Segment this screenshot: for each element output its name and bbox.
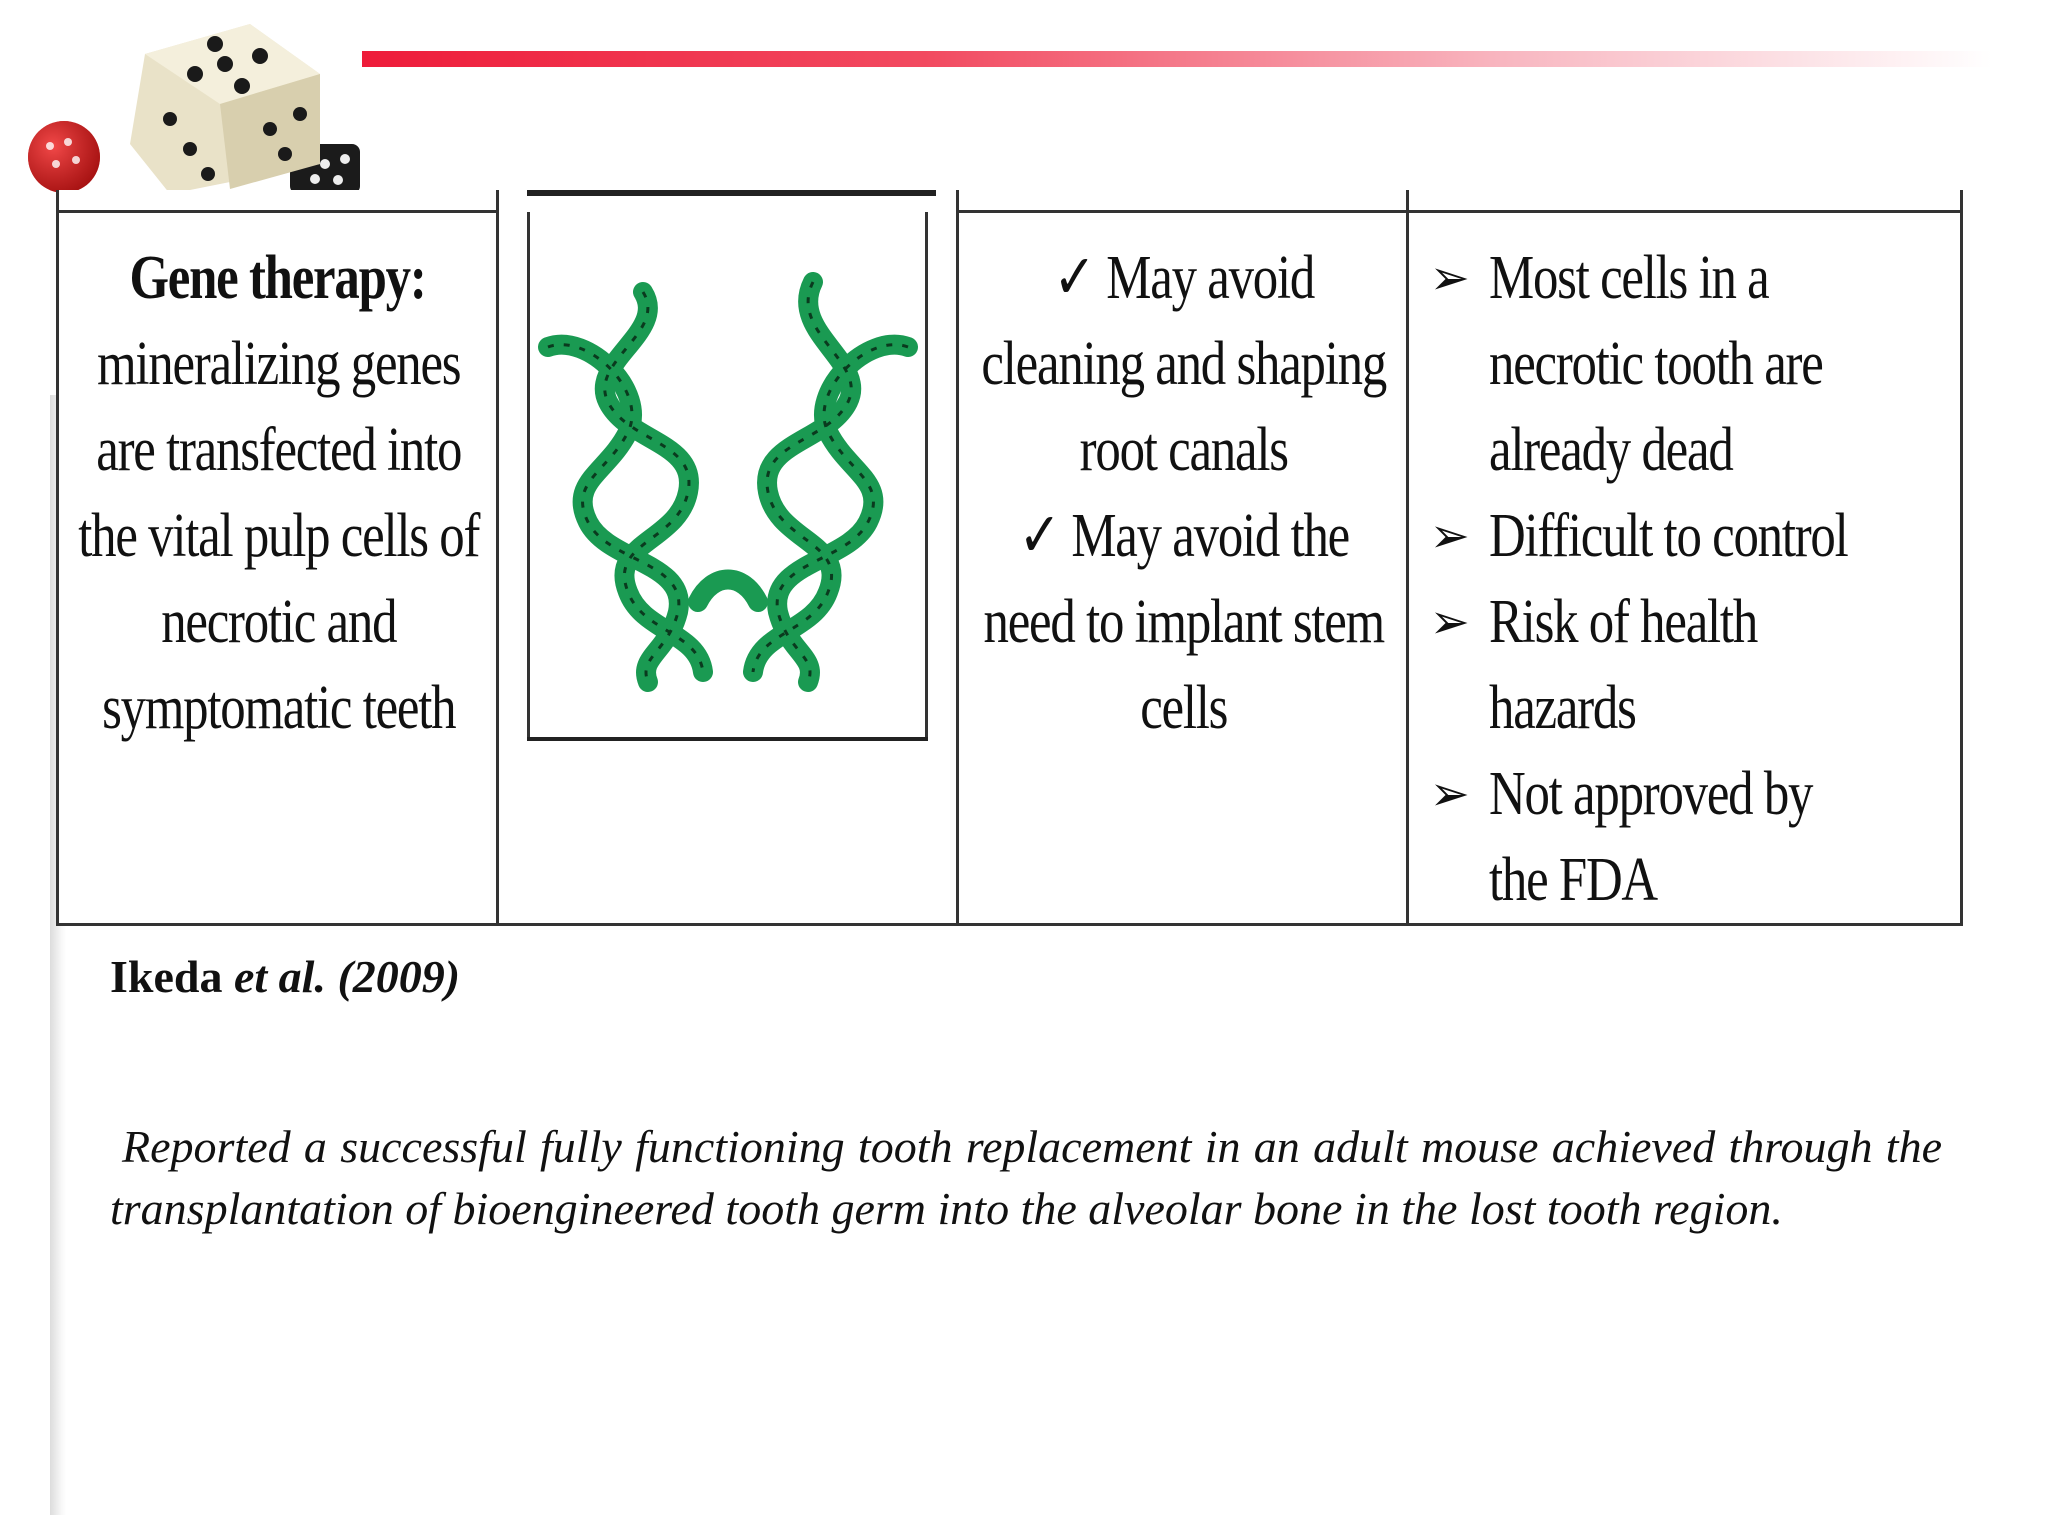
disadvantages-cell (1408, 212, 1962, 925)
advantage-item: ✓ May avoid the need to implant stem cells (983, 502, 1384, 742)
header-accent-bar (362, 51, 1992, 67)
therapy-title: Gene therapy: (129, 244, 426, 312)
disadvantage-item: ➢ Not approved by the FDA (1409, 751, 1960, 923)
arrow-bullet-icon: ➢ (1429, 766, 1469, 822)
checkmark-icon: ✓ (1053, 244, 1095, 312)
table-row (58, 212, 1962, 925)
arrow-bullet-icon: ➢ (1429, 250, 1469, 306)
advantage-item: ✓ May avoid cleaning and shaping root canals (981, 244, 1387, 484)
table-header-stub (58, 190, 1962, 212)
arrow-bullet-icon: ➢ (1429, 508, 1469, 564)
therapy-description: mineralizing genes are transfected into the vital pulp cells of necrotic and symptomatic teeth (78, 330, 480, 742)
disadvantage-item: ➢ Difficult to control (1409, 493, 1960, 579)
disadvantage-item: ➢ Risk of health hazards (1409, 579, 1960, 751)
advantages-cell (958, 212, 1408, 925)
dna-helix-icon (528, 272, 928, 692)
image-frame-top (527, 190, 936, 196)
citation-heading (110, 950, 460, 1003)
disadvantage-item: ➢ Most cells in a necrotic tooth are already dead (1409, 235, 1960, 493)
image-cell (498, 212, 958, 925)
report-paragraph: Reported a successful fully functioning tooth replacement in an adult mouse achieved through the transplantation of bioengineered tooth germ into the alveolar bone in the lost tooth region. (110, 1121, 1942, 1234)
arrow-bullet-icon: ➢ (1429, 594, 1469, 650)
ivory-die-icon (130, 24, 320, 194)
gene-therapy-table (56, 190, 1963, 926)
citation-etal: et al. (2009) (233, 951, 461, 1002)
citation-author: Ikeda (110, 951, 223, 1002)
dice-logo-icon (20, 14, 360, 194)
therapy-cell (58, 212, 498, 925)
checkmark-icon: ✓ (1018, 502, 1060, 570)
red-die-icon (28, 121, 100, 193)
